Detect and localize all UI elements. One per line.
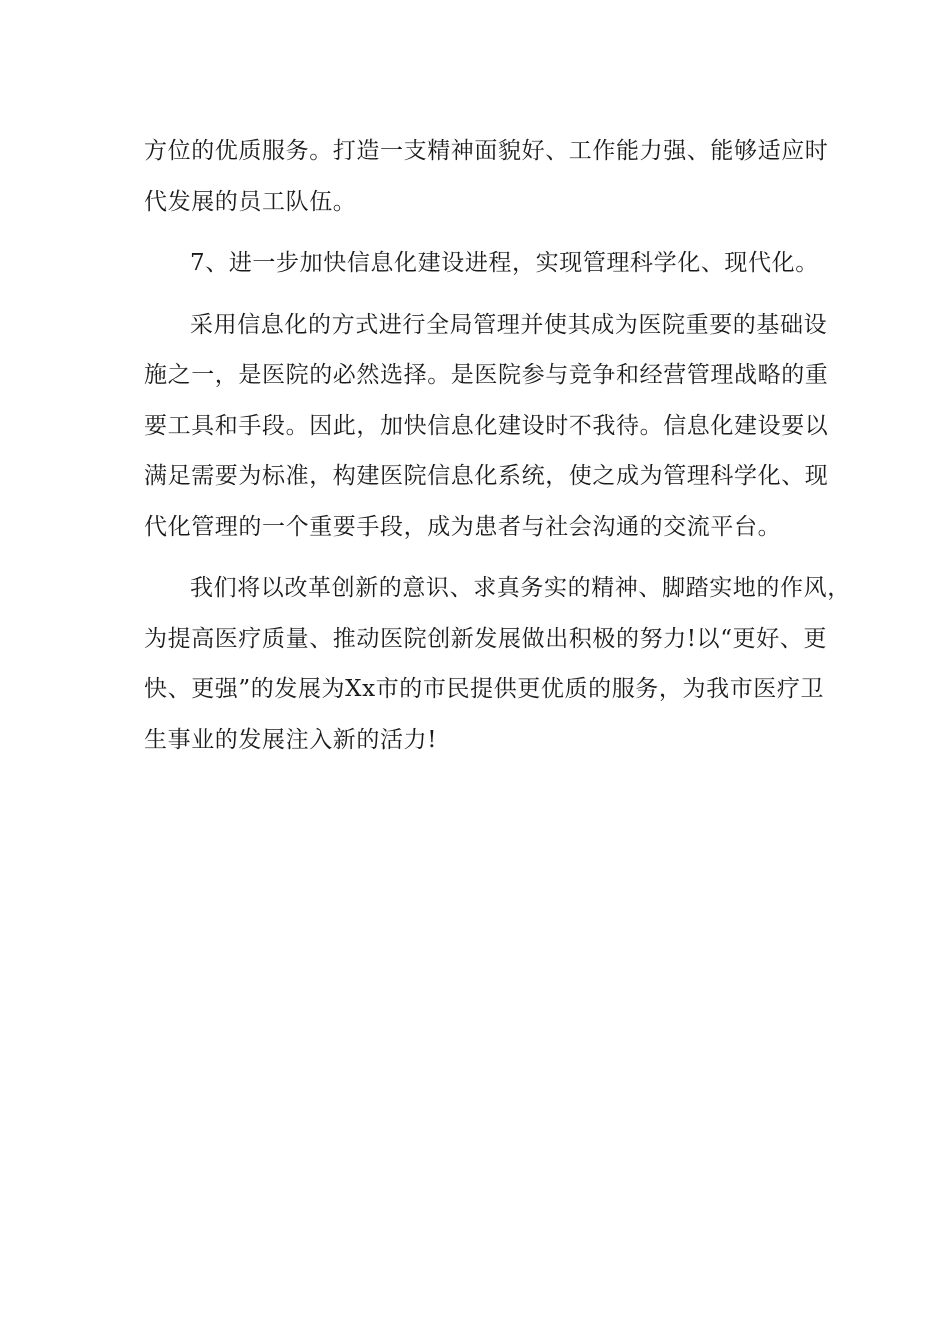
paragraph-conclusion [144, 563, 851, 765]
section-heading-7 [144, 238, 819, 289]
text-line: 代化管理的一个重要手段，成为患者与社会沟通的交流平台。 [144, 513, 782, 540]
paragraph-continuation [144, 126, 829, 227]
text-line: 采用信息化的方式进行全局管理并使其成为医院重要的基础设 [190, 311, 828, 338]
text-line: 代发展的员工队伍。 [144, 188, 357, 215]
text-line: 满足需要为标准，构建医院信息化系统，使之成为管理科学化、现 [144, 463, 829, 489]
text-line: 要工具和手段。因此，加快信息化建设时不我待。信息化建设要以 [144, 412, 829, 439]
paragraph-informatization [144, 300, 829, 553]
text-line: 7、进一步加快信息化建设进程，实现管理科学化、现代化。 [190, 250, 819, 276]
text-line: 为提高医疗质量、推动医院创新发展做出积极的努力!以“更好、更 [144, 625, 828, 652]
text-line: 方位的优质服务。打造一支精神面貌好、工作能力强、能够适应时 [144, 138, 829, 164]
text-line: 生事业的发展注入新的活力! [144, 726, 438, 753]
text-line: 快、更强”的发展为Xx市的市民提供更优质的服务，为我市医疗卫 [144, 676, 825, 702]
document-body [144, 126, 851, 776]
text-line: 施之一，是医院的必然选择。是医院参与竞争和经营管理战略的重 [144, 362, 829, 388]
text-line: 我们将以改革创新的意识、求真务实的精神、脚踏实地的作风， [190, 575, 851, 601]
